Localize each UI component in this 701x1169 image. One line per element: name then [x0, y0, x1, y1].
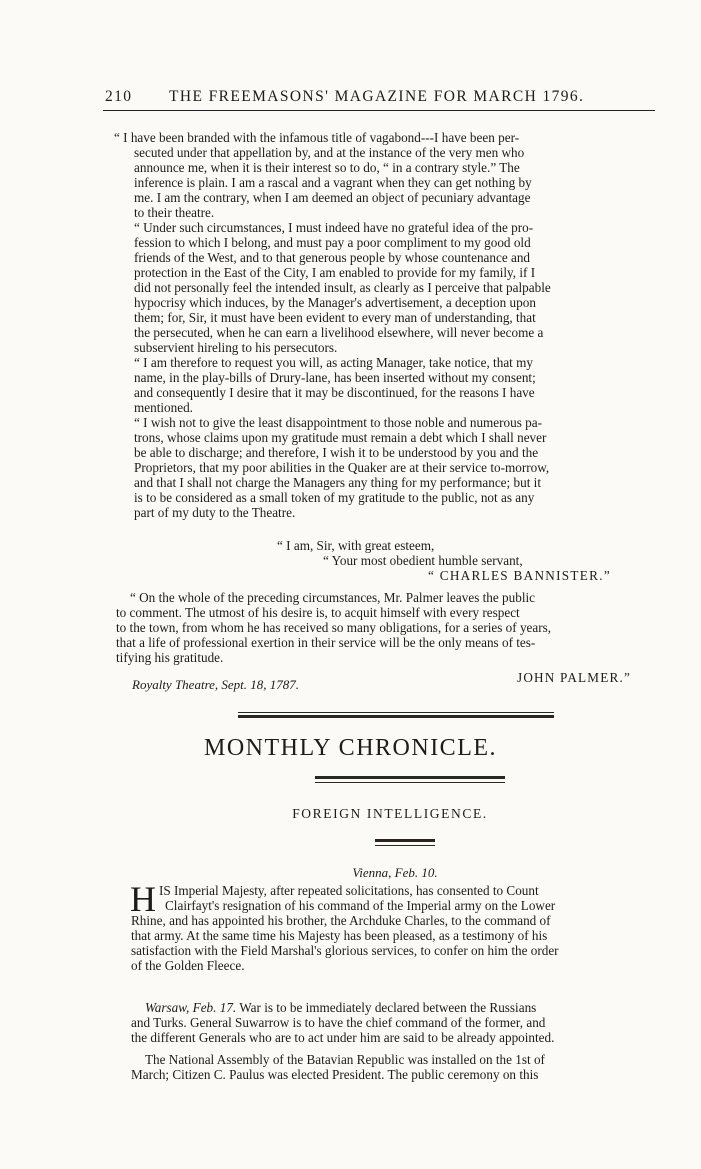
letter-line: secuted under that appellation by, and at the instance of the very men who	[134, 145, 525, 160]
section-rule-top-thick	[238, 715, 554, 718]
bannister-letter	[114, 130, 551, 520]
letter-line: friends of the West, and to that generous people by whose countenance and	[134, 250, 531, 265]
palmer-signature: JOHN PALMER.”	[517, 670, 632, 685]
vienna-dateline: Vienna, Feb. 10.	[352, 865, 438, 880]
palmer-note	[116, 590, 552, 665]
palmer-line: to comment. The utmost of his desire is, to acquit himself with every respect	[116, 605, 520, 620]
letter-signature: “ CHARLES BANNISTER.”	[428, 568, 611, 583]
letter-line: subservient hireling to his persecutors.	[134, 340, 338, 355]
letter-line: name, in the play-bills of Drury-lane, has been inserted without my consent;	[134, 370, 536, 385]
letter-line: me. I am the contrary, when I am deemed an object of pecuniary advantage	[134, 190, 531, 205]
palmer-line: to the town, from whom he has received so many obligations, for a series of years,	[116, 620, 552, 635]
vienna-para-line: Clairfayt's resignation of his command of the Imperial army on the Lower	[165, 898, 556, 913]
letter-line: and that I shall not charge the Managers any thing for my performance; but it	[134, 475, 541, 490]
warsaw-place: Warsaw, Feb. 17.	[145, 1000, 237, 1015]
warsaw-text: War is to be immediately declared between the Russians	[236, 1000, 537, 1015]
subtitle-rule-thin	[375, 845, 435, 846]
letter-line: inference is plain. I am a rascal and a vagrant when they can get nothing by	[134, 175, 532, 190]
letter-line: “ Under such circumstances, I must indeed have no grateful idea of the pro-	[134, 220, 534, 235]
palmer-date: Royalty Theatre, Sept. 18, 1787.	[132, 677, 300, 692]
letter-line: be able to discharge; and therefore, I wish it to be understood by you and the	[134, 445, 539, 460]
letter-line: announce me, when it is their interest so to do, “ in a contrary style.” The	[134, 160, 520, 175]
vienna-para-line: of the Golden Fleece.	[131, 958, 245, 973]
chronicle-title: MONTHLY CHRONICLE.	[203, 735, 498, 761]
letter-line: trons, whose claims upon my gratitude must remain a debt which I shall never	[134, 430, 547, 445]
letter-line: Proprietors, that my poor abilities in the Quaker are at their service to-morrow,	[134, 460, 550, 475]
warsaw-paragraph	[131, 1000, 554, 1045]
page-number: 210	[105, 88, 133, 105]
header-rule	[103, 110, 655, 111]
letter-line: mentioned.	[134, 400, 193, 415]
vienna-para-line: that army. At the same time his Majesty has been pleased, as a testimony of his	[131, 928, 548, 943]
batavian-line: The National Assembly of the Batavian Republic was installed on the 1st of	[145, 1052, 545, 1067]
palmer-line: tifying his gratitude.	[116, 650, 224, 665]
letter-line: is to be considered as a small token of my gratitude to the public, not as any	[134, 490, 535, 505]
warsaw-line: the different Generals who are to act under him are said to be already appointed.	[131, 1030, 555, 1045]
letter-line: protection in the East of the City, I am enabled to provide for my family, if I	[134, 265, 536, 280]
chronicle-subtitle: FOREIGN INTELLIGENCE.	[292, 806, 488, 821]
letter-line: the persecuted, when he can earn a livelihood elsewhere, will never become a	[134, 325, 544, 340]
warsaw-line: and Turks. General Suwarrow is to have the chief command of the former, and	[131, 1015, 546, 1030]
vienna-para-line: IS Imperial Majesty, after repeated solicitations, has consented to Count	[159, 883, 539, 898]
running-title: THE FREEMASONS' MAGAZINE FOR MARCH 1796.	[169, 88, 585, 105]
letter-line: them; for, Sir, it must have been evident to every man of understanding, that	[134, 310, 536, 325]
batavian-line: March; Citizen C. Paulus was elected President. The public ceremony on this	[131, 1067, 539, 1082]
palmer-line: “ On the whole of the preceding circumstances, Mr. Palmer leaves the public	[130, 590, 536, 605]
letter-line: “ I wish not to give the least disappointment to those noble and numerous pa-	[134, 415, 543, 430]
letter-line: to their theatre.	[134, 205, 215, 220]
letter-line: part of my duty to the Theatre.	[134, 505, 296, 520]
title-rule-thick	[315, 776, 505, 779]
batavian-paragraph	[131, 1052, 545, 1082]
letter-line: hypocrisy which induces, by the Manager's advertisement, a deception upon	[134, 295, 536, 310]
vienna-para-line: Rhine, and has appointed his brother, the Archduke Charles, to the command of	[131, 913, 551, 928]
palmer-line: that a life of professional exertion in their service will be the only means of tes-	[116, 635, 536, 650]
letter-closing: “ I am, Sir, with great esteem,	[277, 538, 435, 553]
vienna-paragraph	[131, 913, 559, 973]
warsaw-first-line	[131, 1000, 554, 1015]
letter-line: “ I am therefore to request you will, as acting Manager, take notice, that my	[134, 355, 533, 370]
letter-closing-servant: “ Your most obedient humble servant,	[323, 553, 523, 568]
letter-line: fession to which I belong, and must pay a poor compliment to my good old	[134, 235, 531, 250]
title-rule-thin	[315, 782, 505, 783]
drop-cap: H	[130, 879, 156, 919]
letter-line: and consequently I desire that it may be discontinued, for the reasons I have	[134, 385, 535, 400]
subtitle-rule-thick	[375, 839, 435, 842]
letter-line: did not personally feel the intended insult, as clearly as I perceive that palpable	[134, 280, 551, 295]
section-rule-top	[238, 712, 554, 713]
letter-line: “ I have been branded with the infamous title of vagabond---I have been per-	[114, 130, 520, 145]
vienna-para-line: satisfaction with the Field Marshal's glorious services, to confer on him the order	[131, 943, 559, 958]
